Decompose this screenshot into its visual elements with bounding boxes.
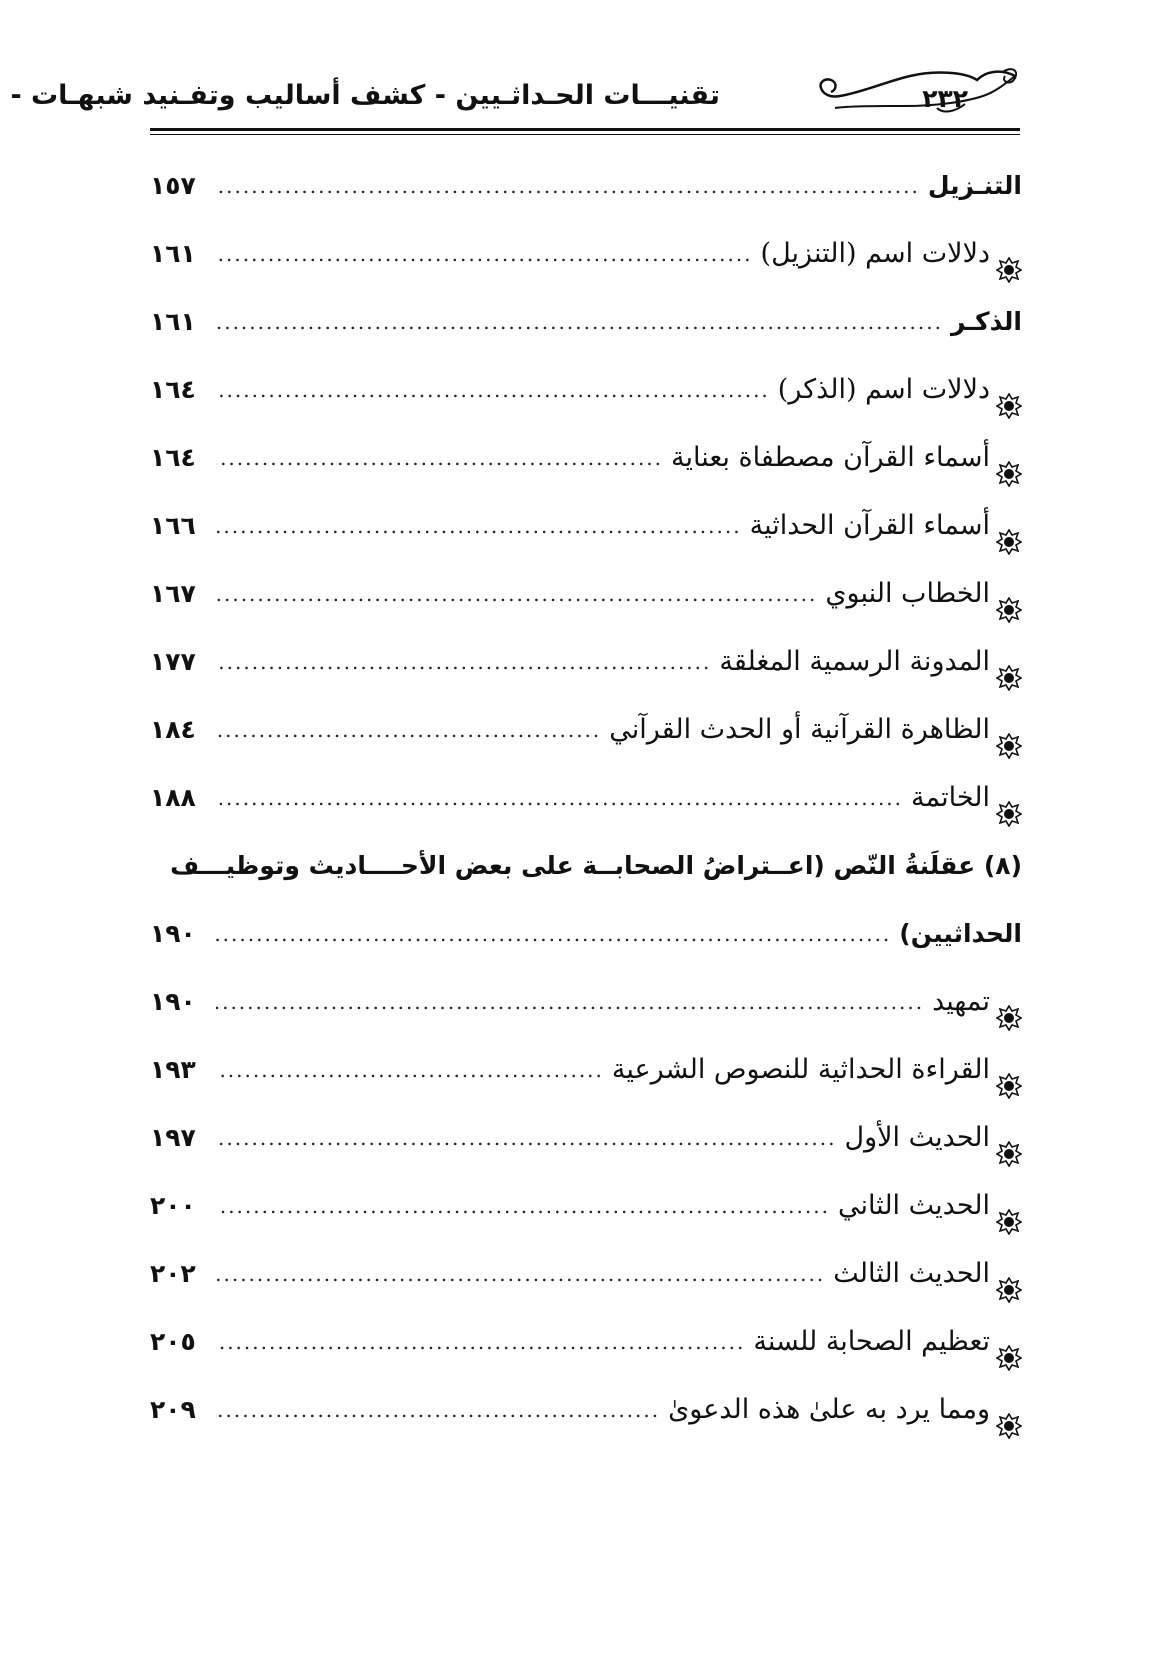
toc-entry-title: دلالات اسم (الذكر) [777, 374, 990, 405]
flower-bullet-icon [996, 1057, 1022, 1083]
toc-entry-page: ١٩٠ [150, 987, 196, 1016]
toc-entry-title: أسماء القرآن مصطفاة بعناية [671, 442, 990, 473]
dot-leader [216, 492, 742, 560]
dot-leader [216, 220, 753, 288]
toc-entry-title: ومما يرد به علىٰ هذه الدعوىٰ [668, 1394, 990, 1425]
toc-entry [150, 764, 1022, 832]
toc-entry [150, 696, 1022, 764]
page-header [10, 62, 1020, 142]
toc-entry [150, 220, 1022, 288]
flower-bullet-icon [996, 989, 1022, 1015]
table-of-contents [150, 152, 1022, 1444]
toc-entry [150, 628, 1022, 696]
dot-leader [216, 1172, 830, 1240]
toc-entry [150, 560, 1022, 628]
flower-bullet-icon [996, 1125, 1022, 1151]
toc-entry [150, 968, 1022, 1036]
flower-bullet-icon [996, 1397, 1022, 1423]
dot-leader [216, 628, 711, 696]
page-number: ٢٣٢ [922, 84, 968, 113]
flower-bullet-icon [996, 1193, 1022, 1219]
toc-entry [150, 492, 1022, 560]
flower-bullet-icon [996, 513, 1022, 539]
toc-entry-page: ٢٠٩ [150, 1395, 196, 1424]
running-title: تقنيـــات الحـداثـيين - كشف أساليب وتفـنيد شبهـات - [10, 80, 720, 111]
flower-bullet-icon [996, 445, 1022, 471]
dot-leader [216, 1308, 745, 1376]
toc-entry-title: الحديث الثالث [833, 1258, 990, 1289]
dot-leader [216, 1036, 604, 1104]
toc-entry-title: القراءة الحداثية للنصوص الشرعية [611, 1054, 990, 1085]
flower-bullet-icon [996, 1329, 1022, 1355]
toc-entry-title: التنـزيل [927, 171, 1022, 200]
flower-bullet-icon [996, 649, 1022, 675]
toc-entry-title: الحديث الثاني [837, 1190, 990, 1221]
toc-entry [150, 832, 1022, 900]
toc-entry-page: ١٦٧ [150, 579, 196, 608]
flower-bullet-icon [996, 241, 1022, 267]
dot-leader [216, 560, 817, 628]
toc-entry-title: تمهيد [932, 986, 990, 1017]
toc-entry-title: المدونة الرسمية المغلقة [719, 646, 990, 677]
dot-leader [216, 356, 770, 424]
toc-entry [150, 152, 1022, 220]
flower-bullet-icon [996, 785, 1022, 811]
toc-entry-page: ١٨٤ [150, 715, 196, 744]
toc-entry [150, 1308, 1022, 1376]
flower-bullet-icon [996, 1261, 1022, 1287]
toc-entry-title: أسماء القرآن الحداثية [749, 510, 990, 541]
toc-entry-page: ٢٠٢ [150, 1259, 196, 1288]
dot-leader [216, 900, 891, 968]
toc-entry-page: ١٨٨ [150, 783, 196, 812]
toc-entry [150, 900, 1022, 968]
flower-bullet-icon [996, 377, 1022, 403]
toc-entry-title: الخاتمة [911, 782, 990, 813]
flower-bullet-icon [996, 581, 1022, 607]
toc-entry [150, 288, 1022, 356]
header-rule-thin [150, 134, 1020, 135]
dot-leader [216, 152, 920, 220]
toc-entry [150, 1240, 1022, 1308]
dot-leader [216, 1104, 837, 1172]
toc-entry-title: الخطاب النبوي [825, 578, 990, 609]
dot-leader [216, 424, 663, 492]
toc-entry [150, 1376, 1022, 1444]
toc-entry-title: تعظيم الصحابة للسنة [753, 1326, 990, 1357]
flower-bullet-icon [996, 717, 1022, 743]
toc-entry-page: ١٩٠ [150, 919, 196, 948]
dot-leader [216, 696, 601, 764]
toc-entry-page: ١٦٤ [150, 375, 196, 404]
toc-entry-page: ٢٠٠ [150, 1191, 196, 1220]
toc-entry-page: ١٦١ [150, 307, 196, 336]
toc-entry [150, 356, 1022, 424]
toc-entry [150, 424, 1022, 492]
page-number-ornament-icon [815, 62, 1020, 132]
header-rule-thick [150, 128, 1020, 131]
toc-entry-page: ١٦٤ [150, 443, 196, 472]
toc-entry-page: ١٧٧ [150, 647, 196, 676]
dot-leader [216, 764, 903, 832]
toc-entry-page: ١٦٦ [150, 511, 196, 540]
toc-entry-title: الحديث الأول [844, 1122, 990, 1153]
dot-leader [216, 1376, 660, 1444]
dot-leader [216, 968, 924, 1036]
dot-leader [216, 1240, 825, 1308]
toc-entry [150, 1172, 1022, 1240]
toc-entry [150, 1104, 1022, 1172]
toc-entry-title: الذكـر [950, 307, 1022, 336]
toc-entry-title: الظاهرة القرآنية أو الحدث القرآني [609, 714, 990, 745]
toc-entry-title: الحداثيين) [899, 919, 1022, 948]
toc-entry-page: ١٥٧ [150, 171, 196, 200]
toc-entry-page: ١٩٧ [150, 1123, 196, 1152]
toc-entry-title: (٨) عقلَنةُ النّص (اعــتراضُ الصحابــة على بعض الأحــــاديث وتوظيـــف [170, 851, 1022, 880]
toc-entry [150, 1036, 1022, 1104]
toc-entry-page: ٢٠٥ [150, 1327, 196, 1356]
toc-entry-page: ١٩٣ [150, 1055, 196, 1084]
toc-entry-page: ١٦١ [150, 239, 196, 268]
toc-entry-title: دلالات اسم (التنزيل) [760, 238, 990, 269]
dot-leader [216, 288, 943, 356]
